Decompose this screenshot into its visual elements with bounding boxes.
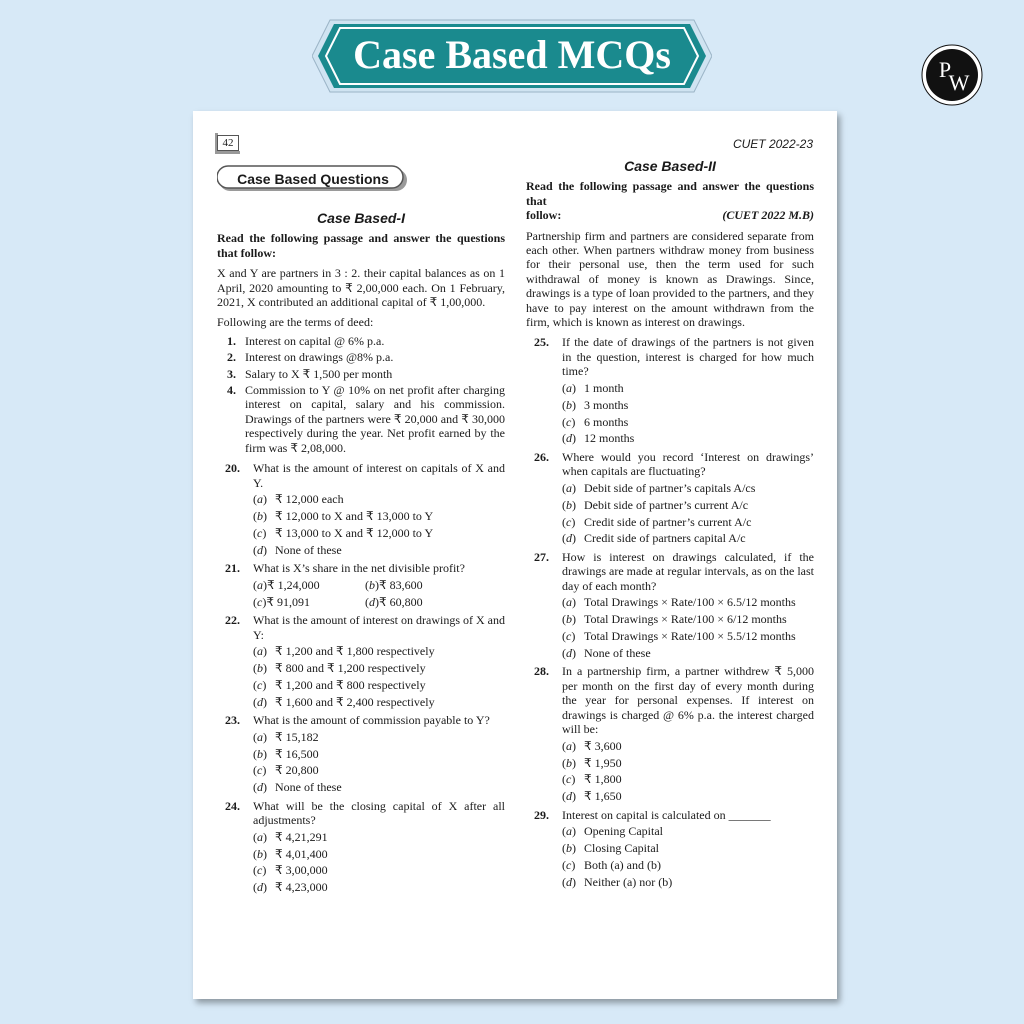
- option-letter-char: b: [566, 397, 572, 412]
- case-heading-2: Case Based-II: [624, 158, 716, 174]
- option: [253, 492, 505, 506]
- option-letter-char: b: [566, 497, 572, 512]
- option-letter: (a): [253, 644, 267, 659]
- source-label: (CUET 2022 M.B): [722, 208, 814, 223]
- question-text: What is the amount of interest on drawings of X and Y:: [253, 613, 505, 642]
- option: [562, 481, 814, 495]
- question-text: What is X’s share in the net divisible profit?: [253, 561, 465, 576]
- option-letter-char: a: [257, 577, 263, 592]
- option: [253, 578, 365, 592]
- option-letter-char: d: [257, 542, 263, 557]
- question-text: What is the amount of interest on capitals of X and Y.: [253, 461, 505, 490]
- instruction-2-end: [526, 208, 814, 222]
- option-letter-char: b: [257, 746, 263, 761]
- option: [562, 531, 814, 545]
- option-letter-char: d: [566, 531, 572, 546]
- option-letter-char: a: [257, 829, 263, 844]
- option-letter-char: a: [257, 729, 263, 744]
- option-letter: (c): [562, 414, 576, 429]
- option-letter: (b): [253, 746, 267, 761]
- option-text: Debit side of partner’s current A/c: [584, 497, 749, 512]
- book-page: [193, 111, 837, 999]
- option-letter-char: b: [369, 577, 375, 592]
- option: [253, 880, 505, 894]
- option-text: Total Drawings × Rate/100 × 5.5/12 months: [584, 629, 796, 644]
- option-text: Neither (a) nor (b): [584, 874, 673, 889]
- option-text: 1 month: [584, 381, 624, 396]
- option-letter: (a): [562, 824, 576, 839]
- title-banner: [312, 18, 712, 94]
- option: [562, 739, 814, 753]
- option-letter-char: a: [566, 381, 572, 396]
- option-text: ₹ 91,091: [266, 594, 310, 609]
- passage-1: X and Y are partners in 3 : 2. their capital balances as on 1 April, 2020 amounting to ₹ 2,00,000 each. On 1 February, 2021, X contributed an additional capital of ₹ 1,00,000.: [217, 266, 505, 310]
- option-text: Total Drawings × Rate/100 × 6.5/12 months: [584, 595, 796, 610]
- question-text: If the date of drawings of the partners is not given in the question, interest is charged for how much time?: [562, 335, 814, 379]
- left-column: [217, 211, 505, 895]
- option: [253, 644, 505, 658]
- question-text: In a partnership firm, a partner withdrew ₹ 5,000 per month on the first day of every month during the year for personal expenses. If interest on drawings is charged @ 6% p.a. the interest charged will be:: [562, 664, 814, 736]
- option-letter-char: c: [257, 863, 263, 878]
- term-text: Interest on drawings @8% p.a.: [245, 350, 394, 365]
- option-letter: (d): [253, 542, 267, 557]
- option: [253, 763, 505, 777]
- option: [562, 381, 814, 395]
- option-text: Credit side of partners capital A/c: [584, 531, 746, 546]
- option-letter: (a): [253, 577, 267, 592]
- option-letter-char: b: [566, 841, 572, 856]
- option-letter: (b): [562, 755, 576, 770]
- option: [562, 612, 814, 626]
- question-text: What will be the closing capital of X after all adjustments?: [253, 798, 505, 828]
- option-letter: (a): [562, 738, 576, 753]
- option: [253, 780, 505, 794]
- option: [253, 526, 505, 540]
- option-text: ₹ 83,600: [379, 577, 423, 592]
- option-letter-char: c: [566, 629, 572, 644]
- option-letter-char: b: [257, 661, 263, 676]
- option-letter: (c): [253, 525, 267, 540]
- option-text: ₹ 1,800: [584, 772, 622, 787]
- option-letter-char: d: [369, 594, 375, 609]
- option-letter-char: d: [566, 645, 572, 660]
- case-based-questions-label: Case Based Questions: [237, 171, 389, 187]
- option-letter-char: b: [257, 846, 263, 861]
- option-letter: (a): [253, 492, 267, 507]
- option-letter-char: c: [257, 677, 263, 692]
- question: [534, 664, 814, 736]
- option-letter: (c): [562, 629, 576, 644]
- option-text: None of these: [275, 780, 342, 795]
- case-heading-1: Case Based-I: [317, 210, 405, 226]
- option-letter-char: d: [257, 780, 263, 795]
- option-letter: (b): [253, 509, 267, 524]
- instruction-1: Read the following passage and answer the questions that follow:: [217, 231, 505, 260]
- option: [253, 730, 505, 744]
- option: [562, 595, 814, 609]
- term-text: Salary to X ₹ 1,500 per month: [245, 366, 393, 381]
- option-text: ₹ 13,000 to X and ₹ 12,000 to Y: [275, 525, 434, 540]
- option-text: ₹ 4,23,000: [275, 880, 328, 895]
- option-letter-char: c: [257, 763, 263, 778]
- banner-title: Case Based MCQs: [353, 32, 671, 77]
- question: [534, 335, 814, 378]
- option-row: [253, 595, 505, 609]
- option: [253, 509, 505, 523]
- term-number: 2.: [227, 350, 236, 365]
- question-number: 29.: [534, 807, 549, 822]
- option-text: ₹ 12,000 to X and ₹ 13,000 to Y: [275, 509, 434, 524]
- option-letter: (a): [253, 729, 267, 744]
- option: [562, 858, 814, 872]
- svg-text:W: W: [948, 70, 970, 95]
- questions-left: [217, 461, 505, 895]
- option: [562, 629, 814, 643]
- option-text: ₹ 1,200 and ₹ 800 respectively: [275, 677, 426, 692]
- question: [225, 613, 505, 642]
- option: [365, 578, 477, 592]
- option-text: 6 months: [584, 414, 629, 429]
- option: [253, 595, 365, 609]
- option: [562, 875, 814, 889]
- question-number: 27.: [534, 549, 549, 564]
- option-letter: (c): [562, 514, 576, 529]
- option-text: 12 months: [584, 431, 635, 446]
- option-text: ₹ 16,500: [275, 746, 319, 761]
- option-letter-char: a: [566, 595, 572, 610]
- option-text: ₹ 800 and ₹ 1,200 respectively: [275, 661, 426, 676]
- option: [562, 841, 814, 855]
- option-letter-char: a: [566, 824, 572, 839]
- right-column: [526, 159, 814, 889]
- question-number: 25.: [534, 335, 549, 350]
- option-letter-char: c: [257, 525, 263, 540]
- option: [365, 595, 477, 609]
- question-number: 28.: [534, 664, 549, 679]
- option: [562, 415, 814, 429]
- question-text: How is interest on drawings calculated, if the drawings are made at regular intervals, as on the last day of each month?: [562, 549, 814, 593]
- term-item: [227, 367, 505, 381]
- option-letter: (c): [253, 594, 267, 609]
- option: [562, 515, 814, 529]
- option-text: Total Drawings × Rate/100 × 6/12 months: [584, 612, 787, 627]
- option-letter: (a): [253, 829, 267, 844]
- option-letter-char: d: [257, 694, 263, 709]
- option: [253, 847, 505, 861]
- question: [534, 450, 814, 479]
- svg-text:P: P: [938, 57, 952, 82]
- question-number: 21.: [225, 561, 240, 576]
- option-text: Opening Capital: [584, 824, 663, 839]
- option-letter-char: c: [566, 772, 572, 787]
- option: [562, 646, 814, 660]
- option-letter: (d): [562, 874, 576, 889]
- option-letter: (d): [562, 531, 576, 546]
- question: [534, 808, 814, 822]
- option-letter: (b): [562, 612, 576, 627]
- option-letter-char: d: [566, 874, 572, 889]
- option: [562, 398, 814, 412]
- option-letter: (a): [562, 595, 576, 610]
- option-text: 3 months: [584, 397, 629, 412]
- option-letter-char: d: [566, 789, 572, 804]
- option-text: ₹ 12,000 each: [275, 492, 344, 507]
- option-letter: (a): [562, 381, 576, 396]
- option-text: ₹ 3,00,000: [275, 863, 328, 878]
- question-number: 26.: [534, 449, 549, 464]
- term-text: Interest on capital @ 6% p.a.: [245, 333, 385, 348]
- option-text: ₹ 1,650: [584, 789, 622, 804]
- option-letter: (c): [562, 857, 576, 872]
- option-letter-char: d: [566, 431, 572, 446]
- option-text: ₹ 1,950: [584, 755, 622, 770]
- option-letter: (b): [253, 661, 267, 676]
- passage-2: Partnership firm and partners are considered separate from each other. When partners withdraw money from business for their personal use, then the term used for such withdrawal of money is known as Drawings. Since, drawings is a type of loan provided to the partners, and they have to pay interest on the amount withdrawn from the firm, which is known as interest on drawings.: [526, 228, 814, 330]
- option-text: ₹ 1,200 and ₹ 1,800 respectively: [275, 644, 435, 659]
- option-letter-char: a: [257, 492, 263, 507]
- term-item: [227, 383, 505, 455]
- option-letter: (d): [562, 645, 576, 660]
- term-number: 4.: [227, 383, 236, 398]
- question: [225, 713, 505, 727]
- option-letter-char: c: [566, 514, 572, 529]
- term-item: [227, 350, 505, 364]
- option-letter-char: b: [566, 755, 572, 770]
- option-text: ₹ 3,600: [584, 738, 622, 753]
- option-letter: (b): [365, 577, 379, 592]
- option-row: [253, 578, 505, 592]
- option: [562, 789, 814, 803]
- option-letter: (d): [253, 780, 267, 795]
- option-letter-char: a: [566, 481, 572, 496]
- page-number: 42: [217, 135, 239, 151]
- option-text: ₹ 1,24,000: [267, 577, 320, 592]
- term-number: 3.: [227, 366, 236, 381]
- term-number: 1.: [227, 333, 236, 348]
- term-item: [227, 334, 505, 348]
- option: [562, 824, 814, 838]
- option-text: ₹ 20,800: [275, 763, 319, 778]
- option-letter: (d): [365, 594, 379, 609]
- exam-label: CUET 2022-23: [732, 137, 813, 151]
- option-letter: (b): [562, 397, 576, 412]
- option-letter-char: b: [566, 612, 572, 627]
- option-text: Credit side of partner’s current A/c: [584, 514, 752, 529]
- question: [225, 461, 505, 490]
- question: [534, 550, 814, 593]
- terms-intro: Following are the terms of deed:: [217, 315, 374, 330]
- question: [225, 799, 505, 828]
- instruction-2: Read the following passage and answer the questions that: [526, 179, 814, 208]
- option: [253, 830, 505, 844]
- terms-list: [217, 334, 505, 455]
- option-letter: (d): [562, 789, 576, 804]
- question-number: 24.: [225, 798, 240, 813]
- option: [562, 756, 814, 770]
- option-text: ₹ 60,800: [379, 594, 423, 609]
- question-number: 20.: [225, 461, 240, 476]
- option-text: Closing Capital: [584, 841, 659, 856]
- option-letter-char: c: [257, 594, 263, 609]
- option-letter: (b): [562, 841, 576, 856]
- option-letter: (a): [562, 481, 576, 496]
- instruction-2-follow: follow:: [526, 208, 562, 223]
- question-text: Interest on capital is calculated on _______: [562, 807, 771, 822]
- case-based-questions-tag: [217, 165, 409, 193]
- option-text: None of these: [275, 542, 342, 557]
- questions-right: [526, 335, 814, 889]
- option: [253, 678, 505, 692]
- option-text: ₹ 4,01,400: [275, 846, 328, 861]
- option-letter: (b): [253, 846, 267, 861]
- option-letter: (c): [253, 677, 267, 692]
- question-number: 23.: [225, 713, 240, 728]
- option-text: ₹ 15,182: [275, 729, 319, 744]
- option-letter: (c): [562, 772, 576, 787]
- option: [562, 498, 814, 512]
- question: [225, 561, 505, 575]
- option-letter: (d): [562, 431, 576, 446]
- option: [253, 543, 505, 557]
- option-letter-char: c: [566, 414, 572, 429]
- option-text: Debit side of partner’s capitals A/cs: [584, 481, 756, 496]
- option-text: Both (a) and (b): [584, 857, 661, 872]
- option: [253, 747, 505, 761]
- term-text: Commission to Y @ 10% on net profit after charging interest on capital, salary and his commission. Drawings of the partners were ₹ 20,000 and ₹ 30,000 respectively during the year. Net profit earned by the firm was ₹ 2,08,000.: [245, 383, 505, 455]
- option-letter-char: d: [257, 880, 263, 895]
- option: [562, 431, 814, 445]
- option-letter-char: a: [257, 644, 263, 659]
- option: [253, 695, 505, 709]
- option-letter-char: a: [566, 738, 572, 753]
- option-letter: (c): [253, 763, 267, 778]
- option: [253, 863, 505, 877]
- option-letter: (d): [253, 694, 267, 709]
- question-text: What is the amount of commission payable to Y?: [253, 713, 490, 728]
- question-text: Where would you record ‘Interest on drawings’ when capitals are fluctuating?: [562, 449, 814, 479]
- option-letter: (b): [562, 497, 576, 512]
- option-letter-char: b: [257, 509, 263, 524]
- option-text: ₹ 1,600 and ₹ 2,400 respectively: [275, 694, 435, 709]
- pw-logo: [921, 44, 983, 106]
- option-letter-char: c: [566, 857, 572, 872]
- option-text: None of these: [584, 645, 651, 660]
- option: [253, 661, 505, 675]
- question-number: 22.: [225, 613, 240, 628]
- option-letter: (c): [253, 863, 267, 878]
- option-text: ₹ 4,21,291: [275, 829, 328, 844]
- option: [562, 772, 814, 786]
- option-letter: (d): [253, 880, 267, 895]
